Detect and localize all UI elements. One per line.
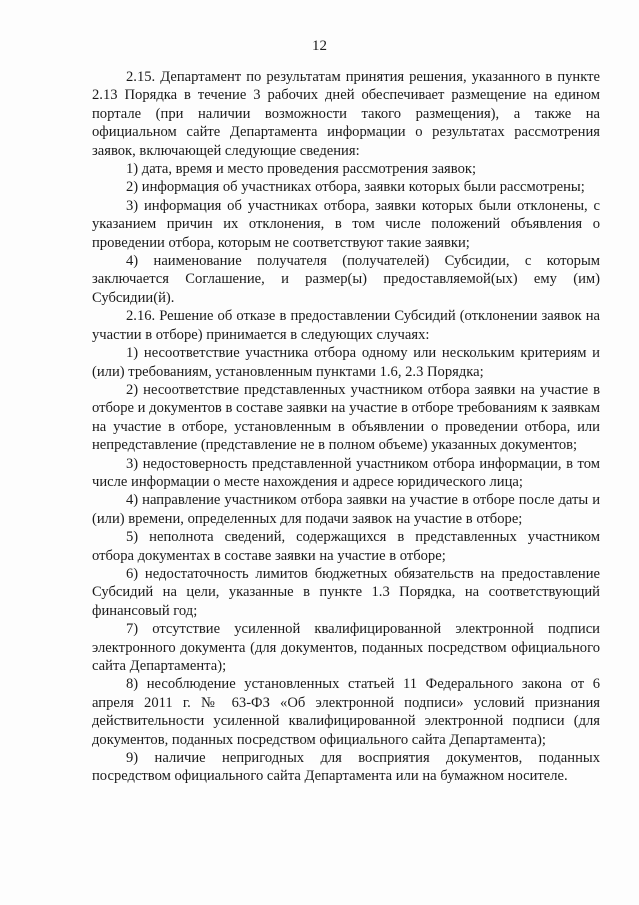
paragraph-2-16-item-6: 6) недостаточность лимитов бюджетных обязательств на предоставление Субсидий на цели, указанные в пункте 1.3 Порядка, на соответствующий финансовый год; xyxy=(92,565,600,619)
paragraph-2-15-item-2: 2) информация об участниках отбора, заявки которых были рассмотрены; xyxy=(126,179,585,196)
paragraph-2-15-item-3: 3) информация об участниках отбора, заявки которых были отклонены, с указанием причин их отклонения, в том числе положений объявления о проведении отбора, которым не соответствуют такие заявки; xyxy=(92,197,600,251)
paragraph-2-16-item-1: 1) несоответствие участника отбора одному или нескольким критериям и (или) требованиям, установленным пунктами 1.6, 2.3 Порядка; xyxy=(92,345,600,380)
paragraph-2-16-item-5: 5) неполнота сведений, содержащихся в представленных участником отбора документах в составе заявки на участие в отборе; xyxy=(92,529,600,564)
paragraph-2-16-item-8: 8) несоблюдение установленных статьей 11 Федерального закона от 6 апреля 2011 г. № 63-ФЗ «Об электронной подписи» условий признания действительности усиленной квалифицированной электронной подписи (для документов, поданных посредством официального сайта Департамента); xyxy=(92,676,600,748)
paragraph-2-16-item-2: 2) несоответствие представленных участником отбора заявки на участие в отборе и документов в составе заявки на участие в отборе требованиям к заявкам на участие в отборе, установленным в объявлении о проведении отбора, или непредставление (представление не в полном объеме) указанных документов; xyxy=(92,381,600,454)
paragraph-2-16-item-4: 4) направление участником отбора заявки на участие в отборе после даты и (или) времени, определенных для подачи заявок на участие в отборе; xyxy=(92,492,600,527)
paragraph-2-16-item-3: 3) недостоверность представленной участником отбора информации, в том числе информации о месте нахождения и адресе юридического лица; xyxy=(92,455,600,490)
paragraph-2-15: 2.15. Департамент по результатам принятия решения, указанного в пункте 2.13 Порядка в течение 3 рабочих дней обеспечивает размещение на едином портале (при наличии возможности такого размещения), а также на официальном сайте Департамента информации о результатах рассмотрения заявок, включающей следующие сведения: xyxy=(92,69,600,159)
document-body xyxy=(92,68,600,786)
paragraph-2-15-item-1: 1) дата, время и место проведения рассмотрения заявок; xyxy=(126,161,477,178)
paragraph-2-16-item-7: 7) отсутствие усиленной квалифицированной электронной подписи электронного документа (для документов, поданных посредством официального сайта Департамента); xyxy=(92,621,600,674)
paragraph-2-16: 2.16. Решение об отказе в предоставлении Субсидий (отклонении заявок на участии в отборе) принимается в следующих случаях: xyxy=(92,308,600,343)
paragraph-2-16-item-9: 9) наличие непригодных для восприятия документов, поданных посредством официального сайта Департамента или на бумажном носителе. xyxy=(92,750,600,785)
page-number: 12 xyxy=(312,38,327,54)
paragraph-2-15-item-4: 4) наименование получателя (получателей) Субсидии, с которым заключается Соглашение, и размер(ы) предоставляемой(ых) ему (им) Субсидии(й). xyxy=(92,253,600,306)
